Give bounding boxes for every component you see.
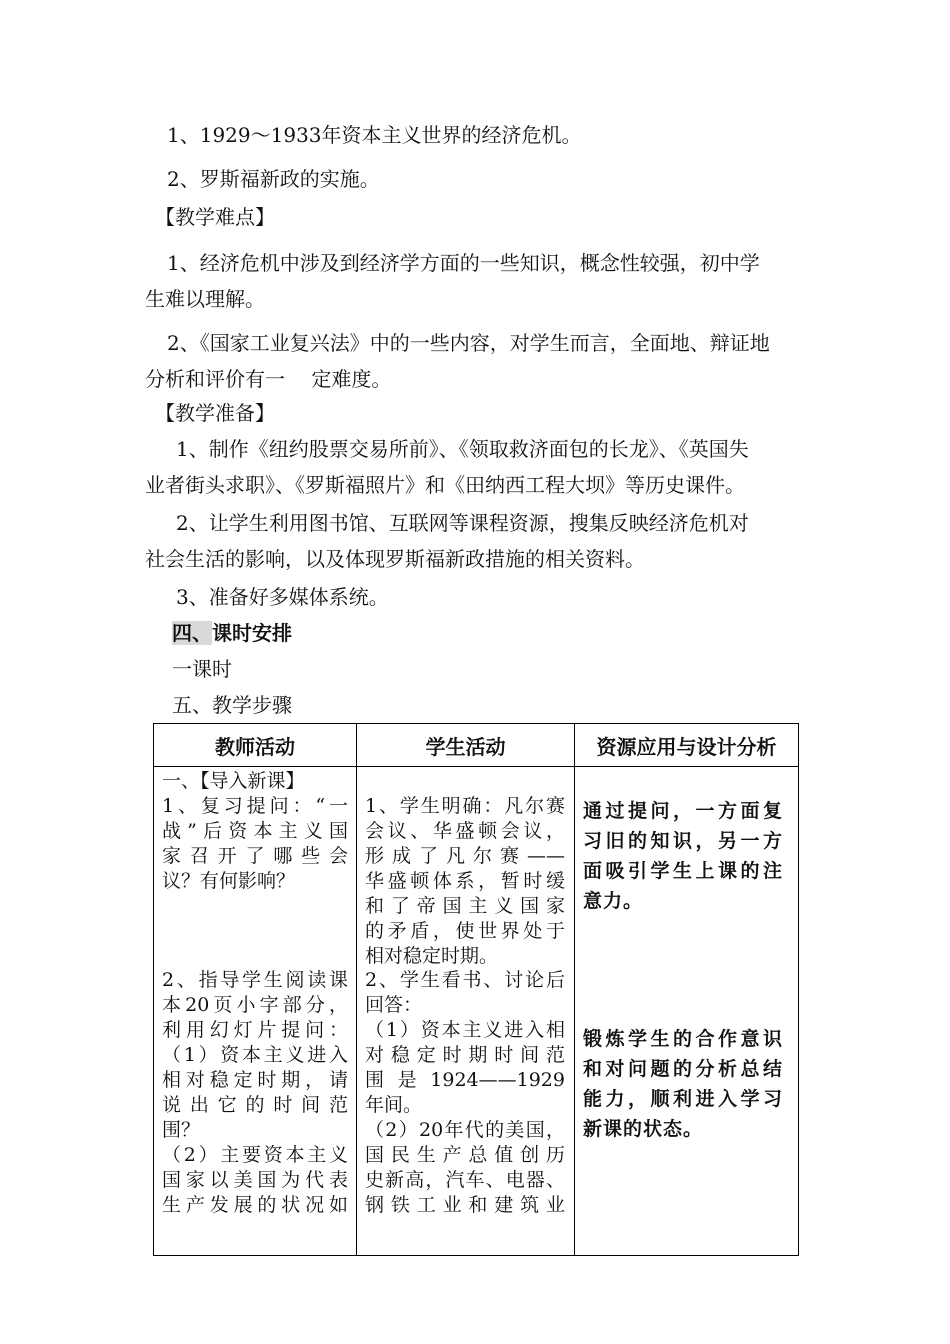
table-header-row — [154, 724, 799, 767]
analysis-line: 能力，顺利进入学习 — [583, 1088, 783, 1110]
preparation-item-2-line-1: 2、让学生利用图书馆、互联网等课程资源，搜集反映经济危机对 — [176, 511, 749, 535]
difficulty-item-2-line-1: 2、《国家工业复兴法》中的一些内容，对学生而言，全面地、辩证地 — [167, 331, 770, 355]
analysis-line: 习旧的知识，另一方 — [583, 830, 783, 852]
student-line: 钢铁工业和建筑业 — [365, 1194, 565, 1216]
header-resource-analysis: 资源应用与设计分析 — [575, 724, 799, 767]
student-line: 国民生产总值创历 — [365, 1144, 565, 1166]
difficulty-item-1-line-1: 1、经济危机中涉及到经济学方面的一些知识，概念性较强，初中学 — [167, 251, 760, 275]
teacher-line: 1、复习提问：“一 — [162, 795, 348, 817]
student-activity-cell — [357, 767, 575, 1256]
resource-analysis-cell — [575, 767, 799, 1256]
preparation-heading: 【教学准备】 — [155, 401, 275, 425]
teacher-line: 2、指导学生阅读课 — [162, 969, 348, 991]
steps-heading: 五、教学步骤 — [172, 693, 292, 717]
student-line: 围是1924——1929 — [365, 1069, 565, 1091]
teacher-line: 生产发展的状况如 — [162, 1194, 348, 1216]
student-line: 会议、华盛顿会议， — [365, 820, 565, 842]
header-teacher-activity: 教师活动 — [154, 724, 357, 767]
teacher-line: 围？ — [162, 1119, 201, 1141]
teacher-line: 家召开了哪些会 — [162, 845, 348, 867]
difficulty-item-2-line-2: 分析和评价有一 定难度。 — [145, 367, 392, 391]
student-line: 华盛顿体系，暂时缓 — [365, 870, 565, 892]
student-line: 相对稳定时期。 — [365, 945, 499, 967]
student-line: 和了帝国主义国家 — [365, 895, 565, 917]
analysis-line: 意力。 — [583, 890, 644, 912]
student-line: 年间。 — [365, 1094, 423, 1116]
student-line: 形成了凡尔赛—— — [365, 845, 565, 867]
schedule-heading-number: 四、 — [172, 621, 212, 645]
analysis-line: 和对问题的分析总结 — [583, 1058, 783, 1080]
teacher-line: 战”后资本主义国 — [162, 820, 348, 842]
difficulty-heading: 【教学难点】 — [155, 205, 275, 229]
student-line: 回答： — [365, 994, 423, 1016]
goal-item-2: 2、罗斯福新政的实施。 — [167, 167, 380, 191]
preparation-item-2-line-2: 社会生活的影响，以及体现罗斯福新政措施的相关资料。 — [145, 547, 645, 571]
teacher-line: 议？有何影响？ — [162, 870, 296, 892]
analysis-line: 新课的状态。 — [583, 1118, 704, 1140]
student-line: 对稳定时期时间范 — [365, 1044, 565, 1066]
table-row — [154, 767, 799, 1256]
teacher-line: 一、【导入新课】 — [162, 770, 305, 792]
teaching-steps-table — [153, 723, 799, 1256]
preparation-item-1-line-2: 业者街头求职》、《罗斯福照片》和《田纳西工程大坝》等历史课件。 — [145, 473, 745, 497]
preparation-item-1-line-1: 1、制作《纽约股票交易所前》、《领取救济面包的长龙》、《英国失 — [176, 437, 749, 461]
teacher-line: 说出它的时间范 — [162, 1094, 348, 1116]
schedule-heading — [172, 614, 292, 652]
student-line: （2）20年代的美国， — [365, 1119, 565, 1141]
goal-item-1: 1、1929～1933年资本主义世界的经济危机。 — [167, 123, 582, 147]
header-student-activity: 学生活动 — [357, 724, 575, 767]
analysis-line: 面吸引学生上课的注 — [583, 860, 783, 882]
teacher-line: 相对稳定时期，请 — [162, 1069, 348, 1091]
teacher-line: （2）主要资本主义 — [162, 1144, 348, 1166]
analysis-line: 通过提问，一方面复 — [583, 800, 783, 822]
student-line: 2、学生看书、讨论后 — [365, 969, 565, 991]
analysis-line: 锻炼学生的合作意识 — [583, 1028, 783, 1050]
teacher-activity-cell — [154, 767, 357, 1256]
teacher-line: 本20页小字部分， — [162, 994, 348, 1016]
student-line: 的矛盾，使世界处于 — [365, 920, 565, 942]
difficulty-item-1-line-2: 生难以理解。 — [145, 287, 265, 311]
teacher-line: （1）资本主义进入 — [162, 1044, 348, 1066]
student-line: 1、学生明确：凡尔赛 — [365, 795, 565, 817]
teacher-line: 利用幻灯片提问： — [162, 1019, 348, 1041]
student-line: （1）资本主义进入相 — [365, 1019, 565, 1041]
student-line: 史新高，汽车、电器、 — [365, 1169, 565, 1191]
teacher-line: 国家以美国为代表 — [162, 1169, 348, 1191]
schedule-heading-text: 课时安排 — [212, 621, 292, 645]
preparation-item-3: 3、准备好多媒体系统。 — [176, 585, 389, 609]
schedule-value: 一课时 — [172, 657, 232, 681]
